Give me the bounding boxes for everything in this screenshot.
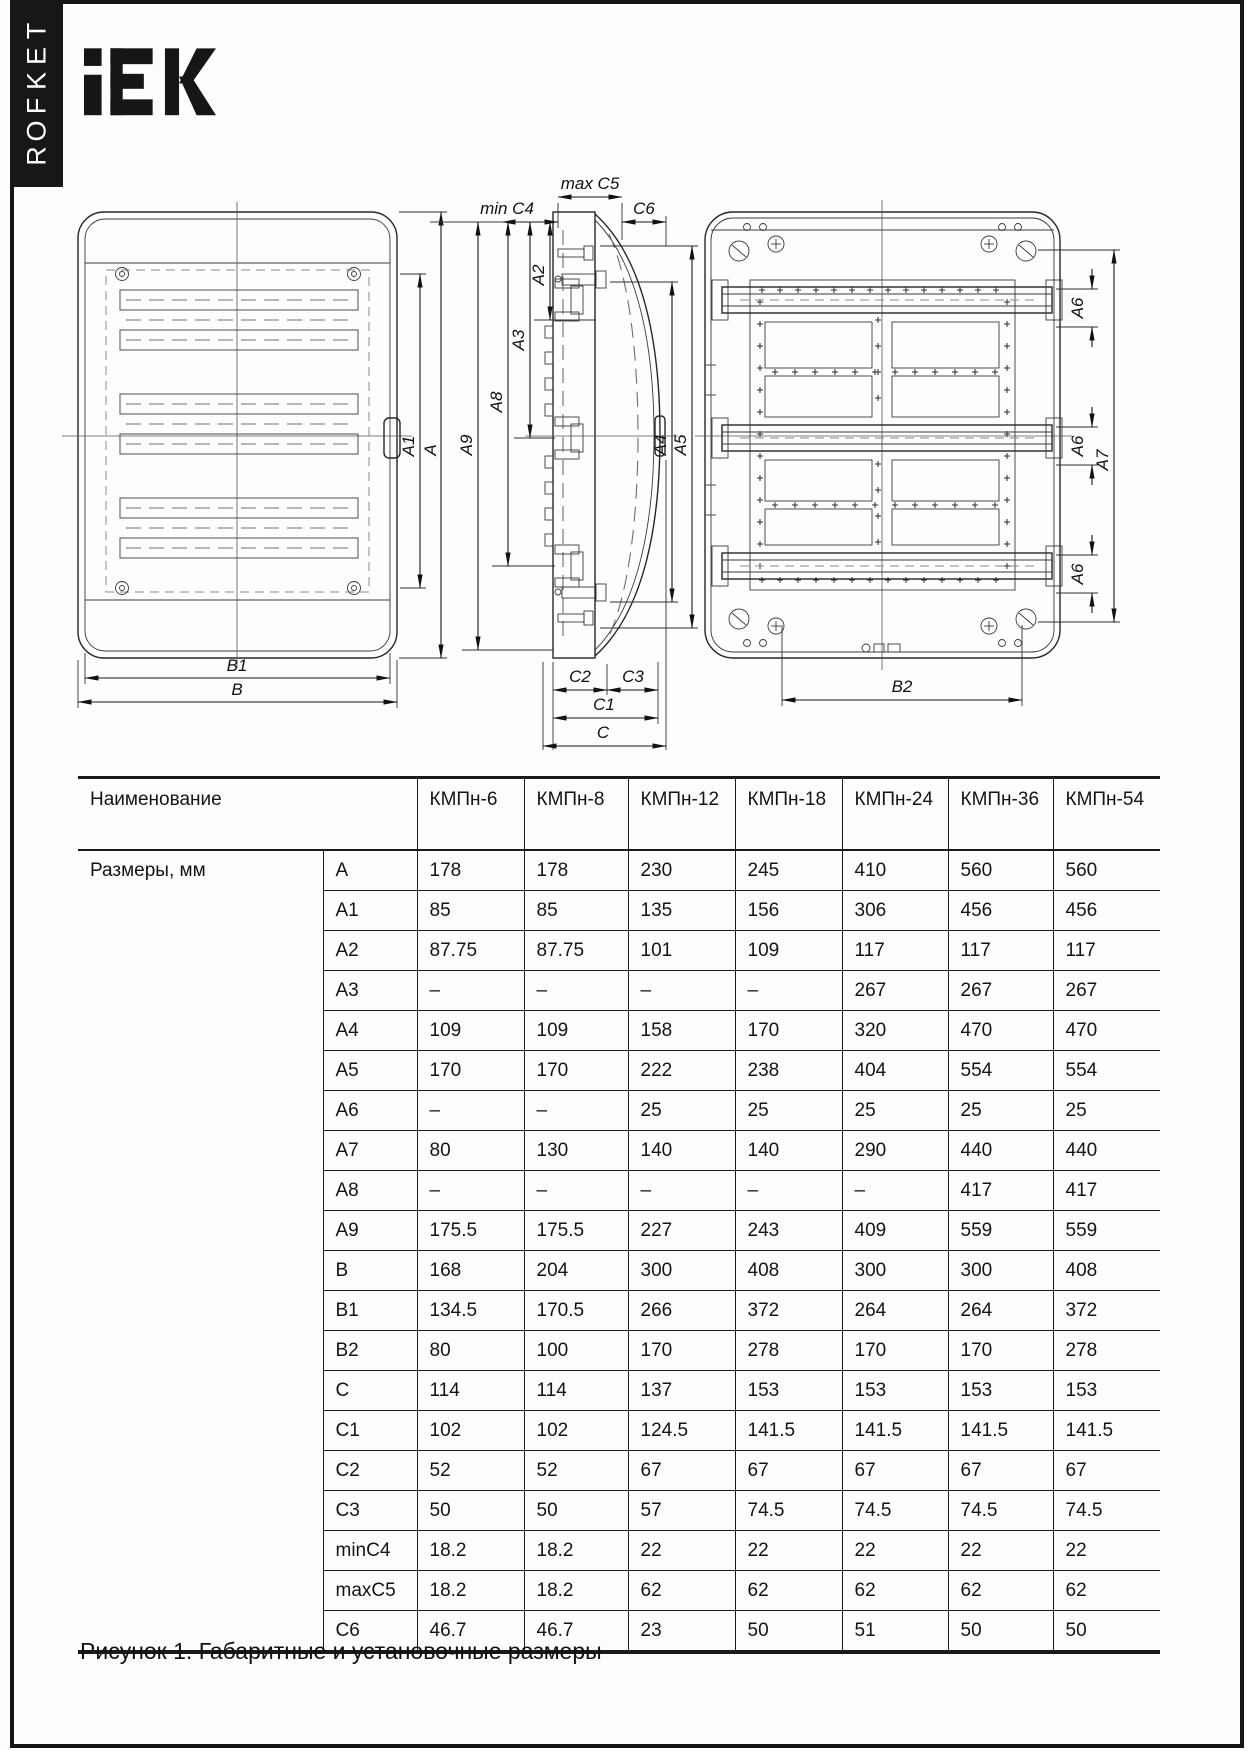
value-cell: 153 <box>948 1371 1053 1411</box>
dim-label-min-c4: min C4 <box>480 199 534 218</box>
param-cell: A2 <box>323 931 417 971</box>
value-cell: 74.5 <box>948 1491 1053 1531</box>
value-cell: 404 <box>842 1051 948 1091</box>
tekfor-letter: O <box>21 120 52 142</box>
value-cell: 117 <box>948 931 1053 971</box>
dim-label-c1: C1 <box>593 695 615 714</box>
param-cell: C6 <box>323 1611 417 1653</box>
value-cell: 114 <box>524 1371 628 1411</box>
value-cell: 178 <box>417 850 524 891</box>
value-cell: 264 <box>842 1291 948 1331</box>
value-cell: – <box>628 1171 735 1211</box>
value-cell: – <box>417 1171 524 1211</box>
tekfor-letter: K <box>21 72 52 91</box>
value-cell: 158 <box>628 1011 735 1051</box>
param-cell: B1 <box>323 1291 417 1331</box>
dimensions-table <box>78 776 1160 1654</box>
tekfor-letter: E <box>21 47 52 66</box>
value-cell: 560 <box>948 850 1053 891</box>
header-model-kmpn8: КМПн-8 <box>524 778 628 851</box>
value-cell: 264 <box>948 1291 1053 1331</box>
value-cell: 74.5 <box>842 1491 948 1531</box>
value-cell: – <box>735 1171 842 1211</box>
value-cell: – <box>417 1091 524 1131</box>
value-cell: 52 <box>524 1451 628 1491</box>
value-cell: 168 <box>417 1251 524 1291</box>
value-cell: 50 <box>524 1491 628 1531</box>
value-cell: 153 <box>842 1371 948 1411</box>
header-name: Наименование <box>78 778 417 851</box>
front-view-drawing <box>62 202 447 708</box>
value-cell: 238 <box>735 1051 842 1091</box>
value-cell: 170 <box>948 1331 1053 1371</box>
value-cell: 243 <box>735 1211 842 1251</box>
param-cell: B2 <box>323 1331 417 1371</box>
back-view-drawing <box>695 200 1120 706</box>
value-cell: 170 <box>628 1331 735 1371</box>
value-cell: – <box>417 971 524 1011</box>
value-cell: 23 <box>628 1611 735 1653</box>
header-model-kmpn6: КМПн-6 <box>417 778 524 851</box>
value-cell: 175.5 <box>417 1211 524 1251</box>
value-cell: 87.75 <box>524 931 628 971</box>
corner-screws <box>116 268 361 595</box>
dim-label-max-c5: max C5 <box>560 174 620 193</box>
value-cell: 67 <box>628 1451 735 1491</box>
dim-label-a9: A9 <box>457 434 476 456</box>
value-cell: 470 <box>948 1011 1053 1051</box>
stamp-marks <box>862 644 900 652</box>
value-cell: – <box>524 1091 628 1131</box>
table-row <box>78 850 1160 891</box>
param-cell: minC4 <box>323 1531 417 1571</box>
value-cell: 267 <box>842 971 948 1011</box>
value-cell: 117 <box>842 931 948 971</box>
value-cell: 408 <box>1053 1251 1160 1291</box>
din-rails <box>712 280 1062 586</box>
param-cell: maxC5 <box>323 1571 417 1611</box>
value-cell: 137 <box>628 1371 735 1411</box>
value-cell: 456 <box>1053 891 1160 931</box>
value-cell: 74.5 <box>735 1491 842 1531</box>
table-header-row <box>78 778 1160 851</box>
value-cell: 67 <box>948 1451 1053 1491</box>
tekfor-letter: F <box>21 97 52 115</box>
value-cell: 102 <box>417 1411 524 1451</box>
value-cell: 124.5 <box>628 1411 735 1451</box>
value-cell: 57 <box>628 1491 735 1531</box>
value-cell: 117 <box>1053 931 1160 971</box>
value-cell: 153 <box>735 1371 842 1411</box>
value-cell: 87.75 <box>417 931 524 971</box>
value-cell: 67 <box>735 1451 842 1491</box>
param-cell: A6 <box>323 1091 417 1131</box>
param-cell: A <box>323 850 417 891</box>
value-cell: 18.2 <box>524 1531 628 1571</box>
value-cell: 410 <box>842 850 948 891</box>
param-cell: C <box>323 1371 417 1411</box>
value-cell: 278 <box>1053 1331 1160 1371</box>
value-cell: 440 <box>1053 1131 1160 1171</box>
iek-logo <box>84 40 216 120</box>
value-cell: 141.5 <box>842 1411 948 1451</box>
value-cell: 554 <box>948 1051 1053 1091</box>
value-cell: 134.5 <box>417 1291 524 1331</box>
value-cell: 18.2 <box>417 1531 524 1571</box>
value-cell: 440 <box>948 1131 1053 1171</box>
value-cell: 25 <box>628 1091 735 1131</box>
dim-label-c: C <box>596 723 610 742</box>
param-cell: A4 <box>323 1011 417 1051</box>
value-cell: 22 <box>842 1531 948 1571</box>
value-cell: – <box>842 1171 948 1211</box>
value-cell: – <box>524 971 628 1011</box>
value-cell: 300 <box>948 1251 1053 1291</box>
value-cell: 80 <box>417 1131 524 1171</box>
tekfor-letter: T <box>21 22 52 40</box>
param-cell: A7 <box>323 1131 417 1171</box>
value-cell: 140 <box>628 1131 735 1171</box>
value-cell: 170 <box>735 1011 842 1051</box>
dim-label-c6: C6 <box>633 199 655 218</box>
iek-logo-graphic <box>84 40 216 120</box>
value-cell: 100 <box>524 1331 628 1371</box>
value-cell: 227 <box>628 1211 735 1251</box>
value-cell: 554 <box>1053 1051 1160 1091</box>
dim-label-c2: C2 <box>569 667 591 686</box>
value-cell: 67 <box>1053 1451 1160 1491</box>
value-cell: 409 <box>842 1211 948 1251</box>
value-cell: 417 <box>948 1171 1053 1211</box>
value-cell: 559 <box>948 1211 1053 1251</box>
dim-label-a3: A3 <box>509 329 528 351</box>
value-cell: 51 <box>842 1611 948 1653</box>
value-cell: 306 <box>842 891 948 931</box>
param-cell: A3 <box>323 971 417 1011</box>
value-cell: 141.5 <box>1053 1411 1160 1451</box>
param-cell: B <box>323 1251 417 1291</box>
value-cell: 67 <box>842 1451 948 1491</box>
param-cell: A9 <box>323 1211 417 1251</box>
header-model-kmpn12: КМПн-12 <box>628 778 735 851</box>
value-cell: 50 <box>417 1491 524 1531</box>
value-cell: – <box>524 1171 628 1211</box>
dim-label-a6-bot: A6 <box>1068 563 1087 585</box>
value-cell: 178 <box>524 850 628 891</box>
figure-drawings <box>10 150 1243 770</box>
value-cell: 25 <box>735 1091 842 1131</box>
value-cell: 156 <box>735 891 842 931</box>
header-model-kmpn24: КМПн-24 <box>842 778 948 851</box>
tekfor-letter: R <box>21 146 52 166</box>
param-cell: A1 <box>323 891 417 931</box>
value-cell: 22 <box>1053 1531 1160 1571</box>
value-cell: 62 <box>735 1571 842 1611</box>
value-cell: 109 <box>735 931 842 971</box>
dim-label-a4: A4 <box>651 434 670 456</box>
value-cell: 135 <box>628 891 735 931</box>
header-model-kmpn54: КМПн-54 <box>1053 778 1160 851</box>
value-cell: 18.2 <box>417 1571 524 1611</box>
value-cell: 62 <box>628 1571 735 1611</box>
value-cell: 456 <box>948 891 1053 931</box>
value-cell: 85 <box>524 891 628 931</box>
value-cell: 320 <box>842 1011 948 1051</box>
value-cell: 25 <box>842 1091 948 1131</box>
value-cell: 50 <box>735 1611 842 1653</box>
dimension-rows <box>78 850 1160 1652</box>
param-cell: C2 <box>323 1451 417 1491</box>
value-cell: 417 <box>1053 1171 1160 1211</box>
value-cell: – <box>628 971 735 1011</box>
dim-label-a1: A1 <box>399 435 418 457</box>
param-cell: A8 <box>323 1171 417 1211</box>
value-cell: 74.5 <box>1053 1491 1160 1531</box>
side-view-drawing <box>430 174 698 750</box>
dim-label-b2: B2 <box>891 677 913 696</box>
value-cell: 62 <box>948 1571 1053 1611</box>
value-cell: 25 <box>1053 1091 1160 1131</box>
dim-label-b1: B1 <box>226 656 248 675</box>
value-cell: 267 <box>948 971 1053 1011</box>
panel-rivet-marks <box>757 287 1010 583</box>
value-cell: 290 <box>842 1131 948 1171</box>
value-cell: 140 <box>735 1131 842 1171</box>
header-model-kmpn18: КМПн-18 <box>735 778 842 851</box>
value-cell: 470 <box>1053 1011 1160 1051</box>
value-cell: 559 <box>1053 1211 1160 1251</box>
dim-label-a6-mid: A6 <box>1068 435 1087 457</box>
param-cell: A5 <box>323 1051 417 1091</box>
din-rail-sections <box>555 279 583 587</box>
value-cell: 52 <box>417 1451 524 1491</box>
value-cell: 62 <box>1053 1571 1160 1611</box>
value-cell: 109 <box>417 1011 524 1051</box>
value-cell: 102 <box>524 1411 628 1451</box>
value-cell: 245 <box>735 850 842 891</box>
header-model-kmpn36: КМПн-36 <box>948 778 1053 851</box>
value-cell: 62 <box>842 1571 948 1611</box>
value-cell: 101 <box>628 931 735 971</box>
value-cell: 170 <box>842 1331 948 1371</box>
figure-caption: Рисунок 1. Габаритные и установочные размеры <box>80 1638 602 1664</box>
value-cell: 109 <box>524 1011 628 1051</box>
value-cell: 175.5 <box>524 1211 628 1251</box>
value-cell: 170.5 <box>524 1291 628 1331</box>
value-cell: 204 <box>524 1251 628 1291</box>
value-cell: 85 <box>417 891 524 931</box>
value-cell: 80 <box>417 1331 524 1371</box>
group-label-cell: Размеры, мм <box>90 860 206 881</box>
dim-label-a2: A2 <box>529 264 548 286</box>
dim-label-c3: C3 <box>622 667 644 686</box>
vent-slats <box>120 290 358 558</box>
dim-label-a5: A5 <box>671 434 690 456</box>
value-cell: 18.2 <box>524 1571 628 1611</box>
dim-label-a8: A8 <box>487 391 506 413</box>
value-cell: 300 <box>628 1251 735 1291</box>
value-cell: – <box>735 971 842 1011</box>
value-cell: 50 <box>948 1611 1053 1653</box>
value-cell: 372 <box>735 1291 842 1331</box>
value-cell: 153 <box>1053 1371 1160 1411</box>
value-cell: 114 <box>417 1371 524 1411</box>
param-cell: C1 <box>323 1411 417 1451</box>
value-cell: 230 <box>628 850 735 891</box>
dim-label-a: A <box>421 444 440 456</box>
value-cell: 22 <box>628 1531 735 1571</box>
value-cell: 141.5 <box>735 1411 842 1451</box>
value-cell: 408 <box>735 1251 842 1291</box>
value-cell: 300 <box>842 1251 948 1291</box>
value-cell: 46.7 <box>524 1611 628 1653</box>
value-cell: 278 <box>735 1331 842 1371</box>
value-cell: 560 <box>1053 850 1160 891</box>
value-cell: 25 <box>948 1091 1053 1131</box>
value-cell: 50 <box>1053 1611 1160 1653</box>
dim-label-b: B <box>231 680 243 699</box>
value-cell: 266 <box>628 1291 735 1331</box>
value-cell: 372 <box>1053 1291 1160 1331</box>
dim-label-a7: A7 <box>1093 449 1112 471</box>
value-cell: 22 <box>735 1531 842 1571</box>
dim-label-a6-top: A6 <box>1068 297 1087 319</box>
value-cell: 46.7 <box>417 1611 524 1653</box>
value-cell: 22 <box>948 1531 1053 1571</box>
value-cell: 267 <box>1053 971 1160 1011</box>
value-cell: 170 <box>524 1051 628 1091</box>
value-cell: 141.5 <box>948 1411 1053 1451</box>
value-cell: 130 <box>524 1131 628 1171</box>
value-cell: 170 <box>417 1051 524 1091</box>
param-cell: C3 <box>323 1491 417 1531</box>
value-cell: 222 <box>628 1051 735 1091</box>
